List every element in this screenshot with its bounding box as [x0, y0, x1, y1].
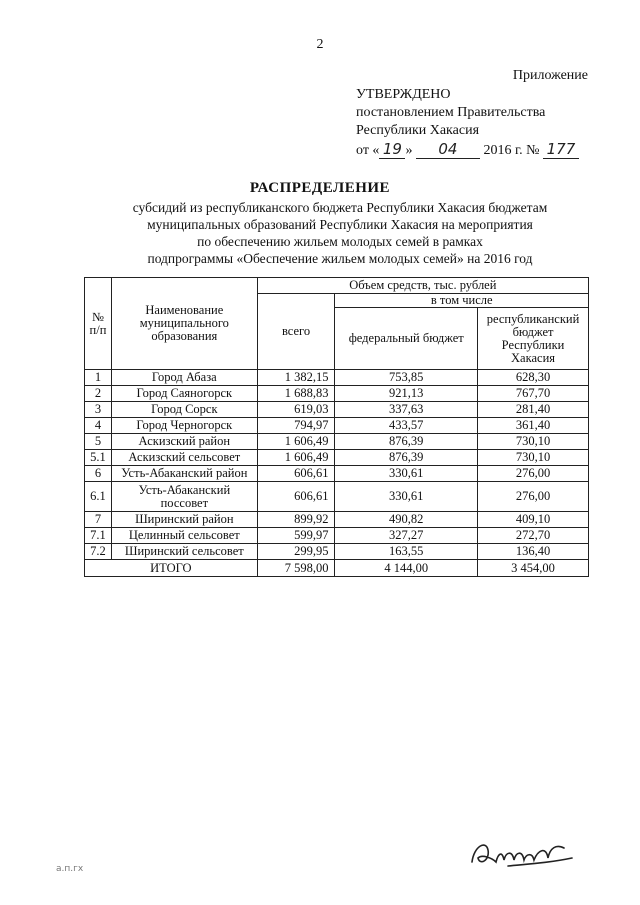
header-name: Наименование муниципального образования: [111, 278, 257, 370]
table-row: [85, 434, 589, 450]
cell-republic: 276,00: [478, 466, 589, 482]
cell-federal: 330,61: [335, 482, 478, 512]
scan-mark: а.п.гх: [56, 864, 84, 874]
cell-no: 7.1: [85, 528, 112, 544]
cell-federal: 876,39: [335, 450, 478, 466]
table-row: [85, 386, 589, 402]
table-row: [85, 418, 589, 434]
document-title: РАСПРЕДЕЛЕНИЕ: [249, 180, 391, 196]
cell-total: 1 606,49: [257, 450, 335, 466]
approval-block: [356, 86, 579, 160]
cell-total: 606,61: [257, 482, 335, 512]
date-prefix: от «: [356, 143, 380, 158]
date-year: 2016 г. №: [483, 143, 540, 158]
description-line: муниципальных образований Республики Хакасия на мероприятия: [147, 217, 533, 232]
cell-name: Усть-Абаканский район: [111, 466, 257, 482]
cell-republic: 276,00: [478, 482, 589, 512]
header-no: № п/п: [85, 278, 112, 370]
table-row: [85, 544, 589, 560]
cell-republic: 361,40: [478, 418, 589, 434]
cell-name: Аскизский сельсовет: [111, 450, 257, 466]
cell-total: 1 606,49: [257, 434, 335, 450]
table-row: [85, 466, 589, 482]
appendix-label: Приложение: [512, 68, 588, 83]
cell-federal: 876,39: [335, 434, 478, 450]
cell-no: 2: [85, 386, 112, 402]
cell-name: Город Черногорск: [111, 418, 257, 434]
cell-no: 6.1: [85, 482, 112, 512]
doc-number: 177: [543, 140, 579, 159]
approved-line-1: постановлением Правительства: [356, 105, 546, 120]
page-number: 2: [316, 37, 324, 52]
header-including: в том числе: [335, 294, 589, 308]
cell-total: 599,97: [257, 528, 335, 544]
table-row: [85, 402, 589, 418]
cell-federal: 921,13: [335, 386, 478, 402]
header-volume: Объем средств, тыс. рублей: [257, 278, 588, 294]
approved-line-2: Республики Хакасия: [356, 123, 480, 138]
distribution-table: [84, 277, 589, 577]
cell-federal: 753,85: [335, 370, 478, 386]
cell-republic: 272,70: [478, 528, 589, 544]
cell-no: 7.2: [85, 544, 112, 560]
cell-total: 1 688,83: [257, 386, 335, 402]
total-sum: 7 598,00: [257, 560, 335, 577]
cell-name: Город Сорск: [111, 402, 257, 418]
description-line: подпрограммы «Обеспечение жильем молодых семей» на 2016 год: [147, 251, 533, 266]
cell-total: 794,97: [257, 418, 335, 434]
cell-name: Город Абаза: [111, 370, 257, 386]
signature: [468, 836, 578, 876]
cell-name: Аскизский район: [111, 434, 257, 450]
header-federal: федеральный бюджет: [335, 308, 478, 370]
cell-federal: 433,57: [335, 418, 478, 434]
total-federal: 4 144,00: [335, 560, 478, 577]
description-line: по обеспечению жильем молодых семей в рамках: [197, 234, 483, 249]
table-row: [85, 512, 589, 528]
header-total: всего: [257, 294, 335, 370]
total-label: ИТОГО: [85, 560, 258, 577]
cell-no: 5: [85, 434, 112, 450]
cell-federal: 337,63: [335, 402, 478, 418]
cell-no: 5.1: [85, 450, 112, 466]
approved-title: УТВЕРЖДЕНО: [356, 87, 451, 102]
cell-republic: 628,30: [478, 370, 589, 386]
document-description: [80, 199, 600, 267]
cell-federal: 327,27: [335, 528, 478, 544]
table-row: [85, 482, 589, 512]
cell-republic: 730,10: [478, 434, 589, 450]
table-row: [85, 528, 589, 544]
cell-no: 7: [85, 512, 112, 528]
cell-federal: 330,61: [335, 466, 478, 482]
cell-name: Ширинский район: [111, 512, 257, 528]
total-republic: 3 454,00: [478, 560, 589, 577]
cell-name: Город Саяногорск: [111, 386, 257, 402]
cell-republic: 409,10: [478, 512, 589, 528]
date-day: 19: [379, 140, 405, 159]
date-mid: »: [405, 143, 413, 158]
cell-federal: 163,55: [335, 544, 478, 560]
cell-no: 3: [85, 402, 112, 418]
cell-total: 606,61: [257, 466, 335, 482]
approval-date-line: [356, 140, 579, 160]
header-republic: республиканский бюджет Республики Хакасия: [478, 308, 589, 370]
cell-no: 4: [85, 418, 112, 434]
cell-name: Целинный сельсовет: [111, 528, 257, 544]
cell-republic: 730,10: [478, 450, 589, 466]
table-row: [85, 370, 589, 386]
cell-republic: 767,70: [478, 386, 589, 402]
cell-no: 1: [85, 370, 112, 386]
description-line: субсидий из республиканского бюджета Республики Хакасия бюджетам: [132, 200, 548, 215]
total-row: [85, 560, 589, 577]
table-row: [85, 450, 589, 466]
cell-federal: 490,82: [335, 512, 478, 528]
cell-name: Усть-Абаканский поссовет: [111, 482, 257, 512]
cell-total: 899,92: [257, 512, 335, 528]
cell-name: Ширинский сельсовет: [111, 544, 257, 560]
cell-no: 6: [85, 466, 112, 482]
date-month: 04: [416, 140, 480, 159]
cell-total: 299,95: [257, 544, 335, 560]
cell-republic: 136,40: [478, 544, 589, 560]
cell-total: 619,03: [257, 402, 335, 418]
cell-republic: 281,40: [478, 402, 589, 418]
cell-total: 1 382,15: [257, 370, 335, 386]
